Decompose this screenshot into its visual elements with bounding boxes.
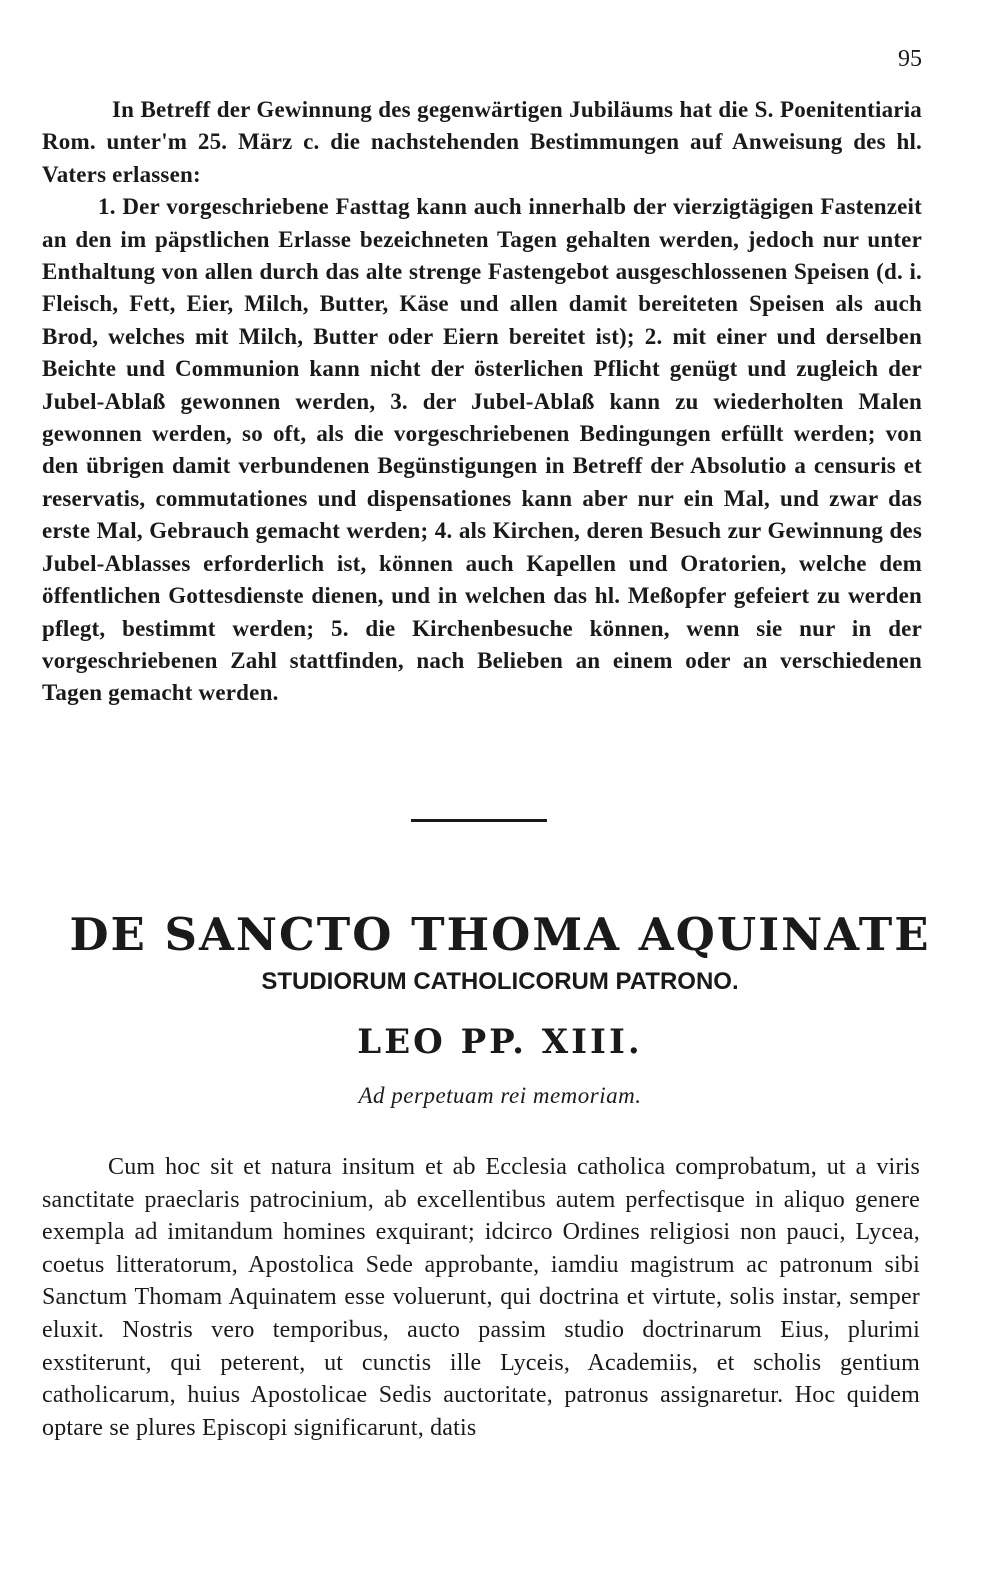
latin-paragraph: Cum hoc sit et natura insitum et ab Ecclesia catholica comprobatum, ut a viris sanctitate praeclaris patrocinium, ab excellentibus autem perfectisque in aliquo genere exempla ad imitandum homines exquirant; idcirco Ordines religiosi non pauci, Lycea, coetus litteratorum, Apostolica Sede approbante, iamdiu magistrum ac patronum sibi Sanctum Thomam Aquinatem esse voluerunt, qui doctrina et virtute, solis instar, semper eluxit. Nostris vero temporibus, aucto passim studio doctrinarum Eius, plurimi exstiterunt, qui peterent, ut cunctis ille Lyceis, Academiis, et scholis gentium catholicarum, huius Apostolicae Sedis auctoritate, patronus assignaretur. Hoc quidem optare se plures Episcopi significarunt, datis xyxy=(42,1154,920,1441)
page-number: 95 xyxy=(898,46,922,72)
german-provisions-paragraph: 1. Der vorgeschriebene Fasttag kann auch innerhalb der vierzigtägigen Fastenzeit an den im päpstlichen Erlasse bezeichneten Tagen gehalten werden, jedoch nur unter Enthaltung von allen durch das alte strenge Fastengebot ausgeschlossenen Speisen (d. i. Fleisch, Fett, Eier, Milch, Butter, Käse und allen damit bereiteten Speisen als auch Brod, welches mit Milch, Butter oder Eiern bereitet ist); 2. mit einer und derselben Beichte und Communion kann nicht der österlichen Pflicht genügt und zugleich der Jubel-Ablaß gewonnen werden, 3. der Jubel-Ablaß kann zu wiederholten Malen gewonnen werden, so oft, als die vorgeschriebenen Bedingungen erfüllt werden; von den übrigen damit verbundenen Begünstigungen in Betreff der Absolutio a censuris et reservatis, commutationes und dispensationes kann aber nur ein Mal, und zwar das erste Mal, Gebrauch gemacht werden; 4. als Kirchen, deren Besuch zur Gewinnung des Jubel-Ablasses erforderlich ist, können auch Kapellen und Oratorien, welche dem öffentlichen Gottesdienste dienen, und in welchen das hl. Meßopfer gefeiert zu werden pflegt, bestimmt werden; 5. die Kirchenbesuche können, wenn sie nur in der vorgeschriebenen Zahl stattfinden, nach Belieben an einem oder an verschiedenen Tagen gemacht werden. xyxy=(42,194,922,706)
german-intro-paragraph: In Betreff der Gewinnung des gegenwärtigen Jubiläums hat die S. Poenitentiaria Rom. unter'm 25. März c. die nachstehenden Bestimmungen auf Anweisung des hl. Vaters erlassen: xyxy=(42,97,922,187)
latin-brief-text xyxy=(42,1151,920,1444)
document-subtitle: STUDIORUM CATHOLICORUM PATRONO. xyxy=(261,968,739,995)
german-decree-text xyxy=(42,94,922,710)
memoriam-line: Ad perpetuam rei memoriam. xyxy=(358,1083,642,1108)
pope-heading: LEO PP. XIII. xyxy=(357,1022,643,1062)
document-title: DE SANCTO THOMA AQUINATE xyxy=(69,908,931,961)
section-divider xyxy=(411,819,547,822)
